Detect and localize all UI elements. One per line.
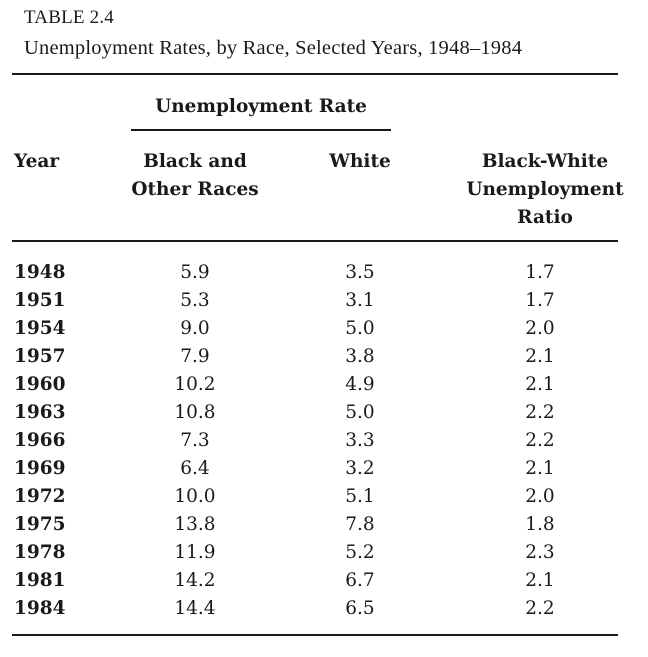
cell-ratio: 1.7 <box>525 290 555 311</box>
cell-year: 1975 <box>14 514 66 535</box>
column-header-black-other <box>120 148 270 204</box>
cell-white-rate: 5.0 <box>345 402 375 423</box>
column-header-ratio-line2: Unemployment <box>466 179 624 200</box>
cell-black-other-rate: 13.8 <box>174 514 216 535</box>
table-row <box>0 567 648 595</box>
table-row <box>0 259 648 287</box>
table-row <box>0 511 648 539</box>
column-header-black-line2: Other Races <box>131 179 259 200</box>
cell-black-other-rate: 9.0 <box>180 318 210 339</box>
column-header-black-line1: Black and <box>143 151 247 172</box>
table-row <box>0 483 648 511</box>
bottom-rule <box>12 634 618 636</box>
cell-white-rate: 5.1 <box>345 486 375 507</box>
cell-black-other-rate: 14.4 <box>174 598 216 619</box>
cell-ratio: 2.1 <box>525 458 555 479</box>
cell-white-rate: 3.5 <box>345 262 375 283</box>
cell-white-rate: 3.3 <box>345 430 375 451</box>
table-label: TABLE 2.4 <box>24 7 114 28</box>
table-row <box>0 427 648 455</box>
cell-white-rate: 6.7 <box>345 570 375 591</box>
cell-year: 1969 <box>14 458 66 479</box>
cell-year: 1960 <box>14 374 66 395</box>
cell-ratio: 1.7 <box>525 262 555 283</box>
cell-ratio: 2.1 <box>525 570 555 591</box>
header-rule <box>12 240 618 242</box>
table-body <box>0 259 648 623</box>
table-row <box>0 315 648 343</box>
cell-year: 1954 <box>14 318 66 339</box>
table-row <box>0 399 648 427</box>
table-row <box>0 539 648 567</box>
spanner-header: Unemployment Rate <box>155 96 367 117</box>
column-header-year <box>14 148 59 176</box>
spanner-rule <box>131 129 391 131</box>
cell-white-rate: 3.2 <box>345 458 375 479</box>
cell-ratio: 2.1 <box>525 374 555 395</box>
cell-ratio: 1.8 <box>525 514 555 535</box>
table-row <box>0 595 648 623</box>
cell-black-other-rate: 5.3 <box>180 290 210 311</box>
cell-year: 1972 <box>14 486 66 507</box>
cell-ratio: 2.2 <box>525 402 555 423</box>
cell-black-other-rate: 10.0 <box>174 486 216 507</box>
cell-black-other-rate: 10.8 <box>174 402 216 423</box>
table-row <box>0 371 648 399</box>
table-row <box>0 455 648 483</box>
top-rule <box>12 73 618 75</box>
cell-year: 1948 <box>14 262 66 283</box>
cell-ratio: 2.1 <box>525 346 555 367</box>
column-header-ratio-line3: Ratio <box>517 207 573 228</box>
cell-white-rate: 3.1 <box>345 290 375 311</box>
cell-white-rate: 3.8 <box>345 346 375 367</box>
cell-ratio: 2.2 <box>525 598 555 619</box>
cell-year: 1963 <box>14 402 66 423</box>
cell-black-other-rate: 11.9 <box>174 542 216 563</box>
cell-ratio: 2.0 <box>525 486 555 507</box>
cell-year: 1981 <box>14 570 66 591</box>
cell-black-other-rate: 14.2 <box>174 570 216 591</box>
table-caption: Unemployment Rates, by Race, Selected Years, 1948–1984 <box>24 37 523 59</box>
column-header-white <box>320 148 400 176</box>
cell-ratio: 2.0 <box>525 318 555 339</box>
cell-white-rate: 4.9 <box>345 374 375 395</box>
table-row <box>0 343 648 371</box>
cell-year: 1978 <box>14 542 66 563</box>
column-header-year-text: Year <box>14 151 60 172</box>
cell-year: 1984 <box>14 598 66 619</box>
cell-black-other-rate: 5.9 <box>180 262 210 283</box>
cell-year: 1957 <box>14 346 66 367</box>
cell-black-other-rate: 7.9 <box>180 346 210 367</box>
table-row <box>0 287 648 315</box>
cell-white-rate: 5.2 <box>345 542 375 563</box>
cell-white-rate: 5.0 <box>345 318 375 339</box>
cell-white-rate: 7.8 <box>345 514 375 535</box>
cell-white-rate: 6.5 <box>345 598 375 619</box>
cell-year: 1966 <box>14 430 66 451</box>
cell-ratio: 2.3 <box>525 542 555 563</box>
column-header-ratio-line1: Black-White <box>481 151 609 172</box>
cell-black-other-rate: 6.4 <box>180 458 210 479</box>
cell-year: 1951 <box>14 290 66 311</box>
cell-black-other-rate: 10.2 <box>174 374 216 395</box>
column-header-white-text: White <box>329 151 391 172</box>
cell-black-other-rate: 7.3 <box>180 430 210 451</box>
cell-ratio: 2.2 <box>525 430 555 451</box>
column-header-ratio <box>460 148 630 232</box>
